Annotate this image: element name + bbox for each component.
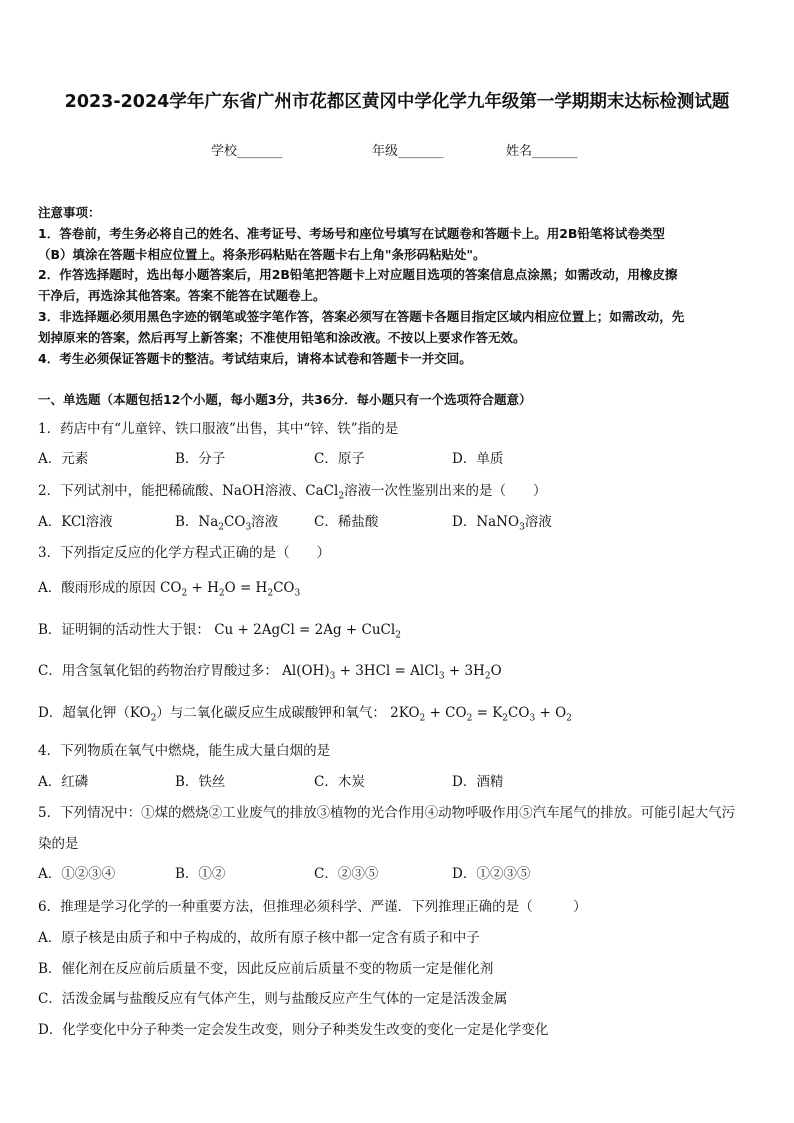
note-line-1: 1．答卷前，考生务必将自己的姓名、准考证号、考场号和座位号填写在试题卷和答题卡上。用2B铅笔将试卷类型 [38,226,665,241]
q3-b-text: B．证明铜的活动性大于银： [38,622,210,638]
name-field[interactable]: 姓名_______ [506,144,578,159]
q2-b-mid: CO [224,514,246,530]
q3-d-text-mid: ）与二氧化碳反应生成碳酸钾和氧气： [156,705,386,721]
question-5-stem-line-1: 5．下列情况中：①煤的燃烧②工业废气的排放③植物的光合作用④动物呼吸作用⑤汽车尾气的排放。可能引起大气污 [38,805,736,821]
q4-option-d[interactable]: D．酒精 [452,774,504,790]
q2-b-post: 溶液 [251,514,279,530]
q2-option-b[interactable] [175,510,278,533]
grade-field[interactable]: 年级_______ [372,144,444,159]
q5-option-d[interactable]: D．①②③⑤ [452,866,531,882]
q2-d-pre: D．NaNO [452,514,520,530]
q3-d-formula: $KO_2$ [129,705,157,724]
school-field[interactable]: 学校_______ [211,144,283,159]
q1-option-c[interactable]: C．原子 [314,451,365,467]
q3-d-text-pre: D．超氧化钾（ [38,705,130,721]
q6-option-a[interactable]: A．原子核是由质子和中子构成的，故所有原子核中都一定含有质子和中子 [38,930,480,946]
note-line-4: 干净后，再选涂其他答案。答案不能答在试题卷上。 [38,288,326,303]
q2-stem-sub: 2 [338,491,345,502]
q2-d-sub: 3 [519,522,525,533]
question-6-stem: 6．推理是学习化学的一种重要方法，但推理必须科学、严谨．下列推理正确的是（ ） [38,899,587,915]
q2-option-a[interactable]: A．KCl溶液 [38,514,113,530]
q1-option-d[interactable]: D．单质 [452,451,504,467]
q2-option-d[interactable] [452,510,552,533]
note-line-5: 3．非选择题必须用黑色字迹的钢笔或签字笔作答，答案必须写在答题卡各题目指定区域内相应位置上；如需改动，先 [38,309,685,324]
q3-b-equation: Cu + 2AgCl = 2Ag + CuCl$_2$ [214,622,401,641]
exam-title: 2023-2024学年广东省广州市花都区黄冈中学化学九年级第一学期期末达标检测试题 [64,92,730,112]
q3-option-d[interactable] [38,701,572,724]
q4-option-c[interactable]: C．木炭 [314,774,365,790]
note-line-6: 划掉原来的答案，然后再写上新答案；不准使用铅笔和涂改液。不按以上要求作答无效。 [38,330,526,345]
question-5-stem-line-2: 染的是 [38,836,79,852]
q2-b-sub2: 3 [245,522,252,533]
q3-d-equation: $2KO_2 + CO_2 = K_2CO_3 + O_2$ [390,705,572,724]
q3-option-a[interactable] [38,576,300,599]
notes-heading: 注意事项： [38,205,101,220]
section-heading: 一、单选题（本题包括12个小题，每小题3分，共36分．每小题只有一个选项符合题意） [38,392,532,407]
q3-option-c[interactable] [38,659,502,682]
q3-option-b[interactable] [38,618,401,641]
q5-option-b[interactable]: B．①② [175,866,226,882]
q5-option-c[interactable]: C．②③⑤ [314,866,379,882]
q3-a-equation: $CO_2 + H_2O = H_2CO_3$ [160,580,301,599]
q6-option-c[interactable]: C．活泼金属与盐酸反应有气体产生，则与盐酸反应产生气体的一定是活泼金属 [38,991,508,1007]
q2-option-c[interactable]: C．稀盐酸 [314,514,379,530]
q3-c-equation: $Al(OH)_3 + 3HCl$ = AlCl$_3$ + $3H_2O$ [282,663,502,682]
q2-stem-post: 溶液一次性鉴别出来的是（ ） [344,483,547,499]
q2-b-sub1: 2 [218,522,225,533]
note-line-7: 4．考生必须保证答题卡的整洁。考试结束后，请将本试卷和答题卡一并交回。 [38,351,472,366]
q4-option-a[interactable]: A．红磷 [38,774,89,790]
q2-stem-pre: 2．下列试剂中，能把稀硫酸、NaOH溶液、CaCl [38,483,339,499]
q3-a-text: A．酸雨形成的原因 [38,580,156,596]
q1-option-a[interactable]: A．元素 [38,451,89,467]
q1-option-b[interactable]: B．分子 [175,451,226,467]
note-line-2: （B）填涂在答题卡相应位置上。将条形码粘贴在答题卡右上角"条形码粘贴处"。 [38,247,486,262]
question-2-stem [38,479,547,502]
question-4-stem: 4．下列物质在氧气中燃烧，能生成大量白烟的是 [38,743,331,759]
q2-b-pre: B．Na [175,514,219,530]
q6-option-b[interactable]: B．催化剂在反应前后质量不变，因此反应前后质量不变的物质一定是催化剂 [38,961,494,977]
q5-option-a[interactable]: A．①②③④ [38,866,116,882]
question-3-stem: 3．下列指定反应的化学方程式正确的是（ ） [38,545,331,561]
question-1-stem: 1．药店中有“儿童锌、铁口服液”出售，其中“锌、铁”指的是 [38,421,399,437]
q3-c-text: C．用含氢氧化铝的药物治疗胃酸过多： [38,663,278,679]
q2-d-post: 溶液 [524,514,552,530]
q4-option-b[interactable]: B．铁丝 [175,774,226,790]
student-info-fields [0,140,794,160]
q6-option-d[interactable]: D．化学变化中分子种类一定会发生改变，则分子种类发生改变的变化一定是化学变化 [38,1022,549,1038]
note-line-3: 2．作答选择题时，选出每小题答案后，用2B铅笔把答题卡上对应题目选项的答案信息点涂黑；如需改动，用橡皮擦 [38,267,678,282]
